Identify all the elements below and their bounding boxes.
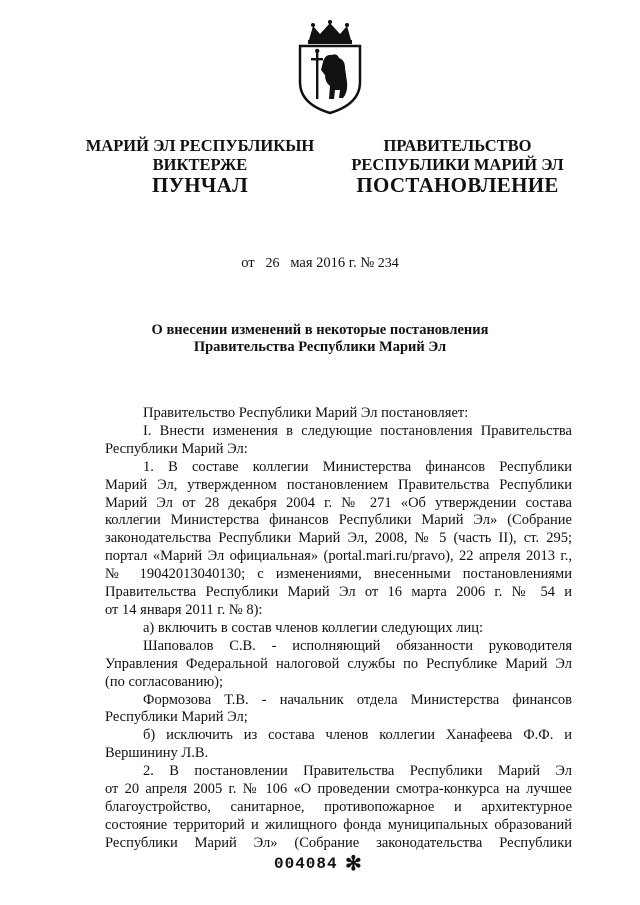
header-left-line2: ВИКТЕРЖЕ bbox=[152, 155, 248, 174]
body-line: Марий Эл от 28 декабря 2004 г. № 271 «Об утверждении состава bbox=[105, 494, 572, 511]
decree-subject bbox=[110, 322, 530, 356]
body-line: коллегии Министерства финансов Республики Марий Эл» (Собрание bbox=[105, 512, 572, 529]
body-line: от 14 января 2011 г. № 8): bbox=[105, 601, 263, 618]
header-left-line1: МАРИЙ ЭЛ РЕСПУБЛИКЫН bbox=[85, 136, 315, 155]
dateline-day: 26 bbox=[265, 256, 280, 271]
body-line: 1. В составе коллегии Министерства финансов Республики bbox=[143, 458, 572, 475]
body-line: Марий Эл, утвержденном постановлением Правительства Республики bbox=[105, 476, 572, 493]
body-line: Республики Марий Эл» (Собрание законодательства Республики bbox=[105, 834, 572, 851]
dateline-number: 234 bbox=[377, 256, 399, 271]
coat-of-arms-emblem bbox=[295, 20, 365, 115]
header-right-line1: ПРАВИТЕЛЬСТВО bbox=[383, 136, 532, 155]
dateline-prefix: от bbox=[241, 255, 255, 271]
body-line: 2. В постановлении Правительства Республики Марий Эл bbox=[143, 763, 572, 780]
body-line: портал «Марий Эл официальная» (portal.mari.ru/pravo), 22 апреля 2013 г., bbox=[105, 548, 572, 565]
decree-dateline bbox=[0, 255, 640, 272]
header-left-title: ПУНЧАЛ bbox=[151, 173, 249, 197]
header-right-block bbox=[335, 136, 580, 174]
subject-line1: О внесении изменений в некоторые постановления bbox=[151, 322, 489, 338]
body-line: Республики Марий Эл; bbox=[105, 709, 248, 726]
form-serial-number: 004084 bbox=[274, 855, 338, 873]
body-line: а) включить в состав членов коллегии следующих лиц: bbox=[143, 619, 484, 636]
body-line: благоустройство, санитарное, противопожарное и архитектурное bbox=[105, 798, 572, 815]
body-line: Республики Марий Эл: bbox=[105, 440, 248, 457]
header-left-block bbox=[80, 136, 320, 174]
header-right-title: ПОСТАНОВЛЕНИЕ bbox=[356, 173, 559, 197]
body-line: Управления Федеральной налоговой службы по Республике Марий Эл bbox=[105, 655, 572, 672]
body-line: I. Внести изменения в следующие постановления Правительства bbox=[143, 422, 572, 439]
body-line: б) исключить из состава членов коллегии Ханафеева Ф.Ф. и bbox=[143, 727, 572, 744]
body-line: № 19042013040130; с изменениями, внесенными постановлениями bbox=[105, 566, 572, 583]
subject-line2: Правительства Республики Марий Эл bbox=[193, 339, 447, 355]
dateline-month-year: мая 2016 г. № bbox=[290, 255, 375, 271]
asterisk-mark-icon: ✻ bbox=[345, 853, 362, 875]
body-line: от 20 апреля 2005 г. № 106 «О проведении смотра-конкурса на лучшее bbox=[105, 781, 572, 798]
preamble-spaced-verb: постановляет: bbox=[381, 405, 469, 421]
body-line: Вершинину Л.В. bbox=[105, 745, 209, 762]
body-line: Шаповалов С.В. - исполняющий обязанности руководителя bbox=[143, 637, 572, 654]
decree-body bbox=[105, 405, 572, 853]
preamble bbox=[105, 405, 572, 423]
body-line: (по согласованию); bbox=[105, 673, 224, 690]
body-line: состояние территорий и жилищного фонда муниципальных образований bbox=[105, 816, 572, 833]
body-line: законодательства Республики Марий Эл, 2008, № 5 (часть II), ст. 295; bbox=[105, 530, 572, 547]
body-line: Формозова Т.В. - начальник отдела Министерства финансов bbox=[143, 691, 572, 708]
body-line: Правительства Республики Марий Эл от 16 марта 2006 г. № 54 и bbox=[105, 584, 572, 601]
header-right-line2: РЕСПУБЛИКИ МАРИЙ ЭЛ bbox=[351, 155, 564, 174]
preamble-text: Правительство Республики Марий Эл bbox=[143, 405, 378, 421]
